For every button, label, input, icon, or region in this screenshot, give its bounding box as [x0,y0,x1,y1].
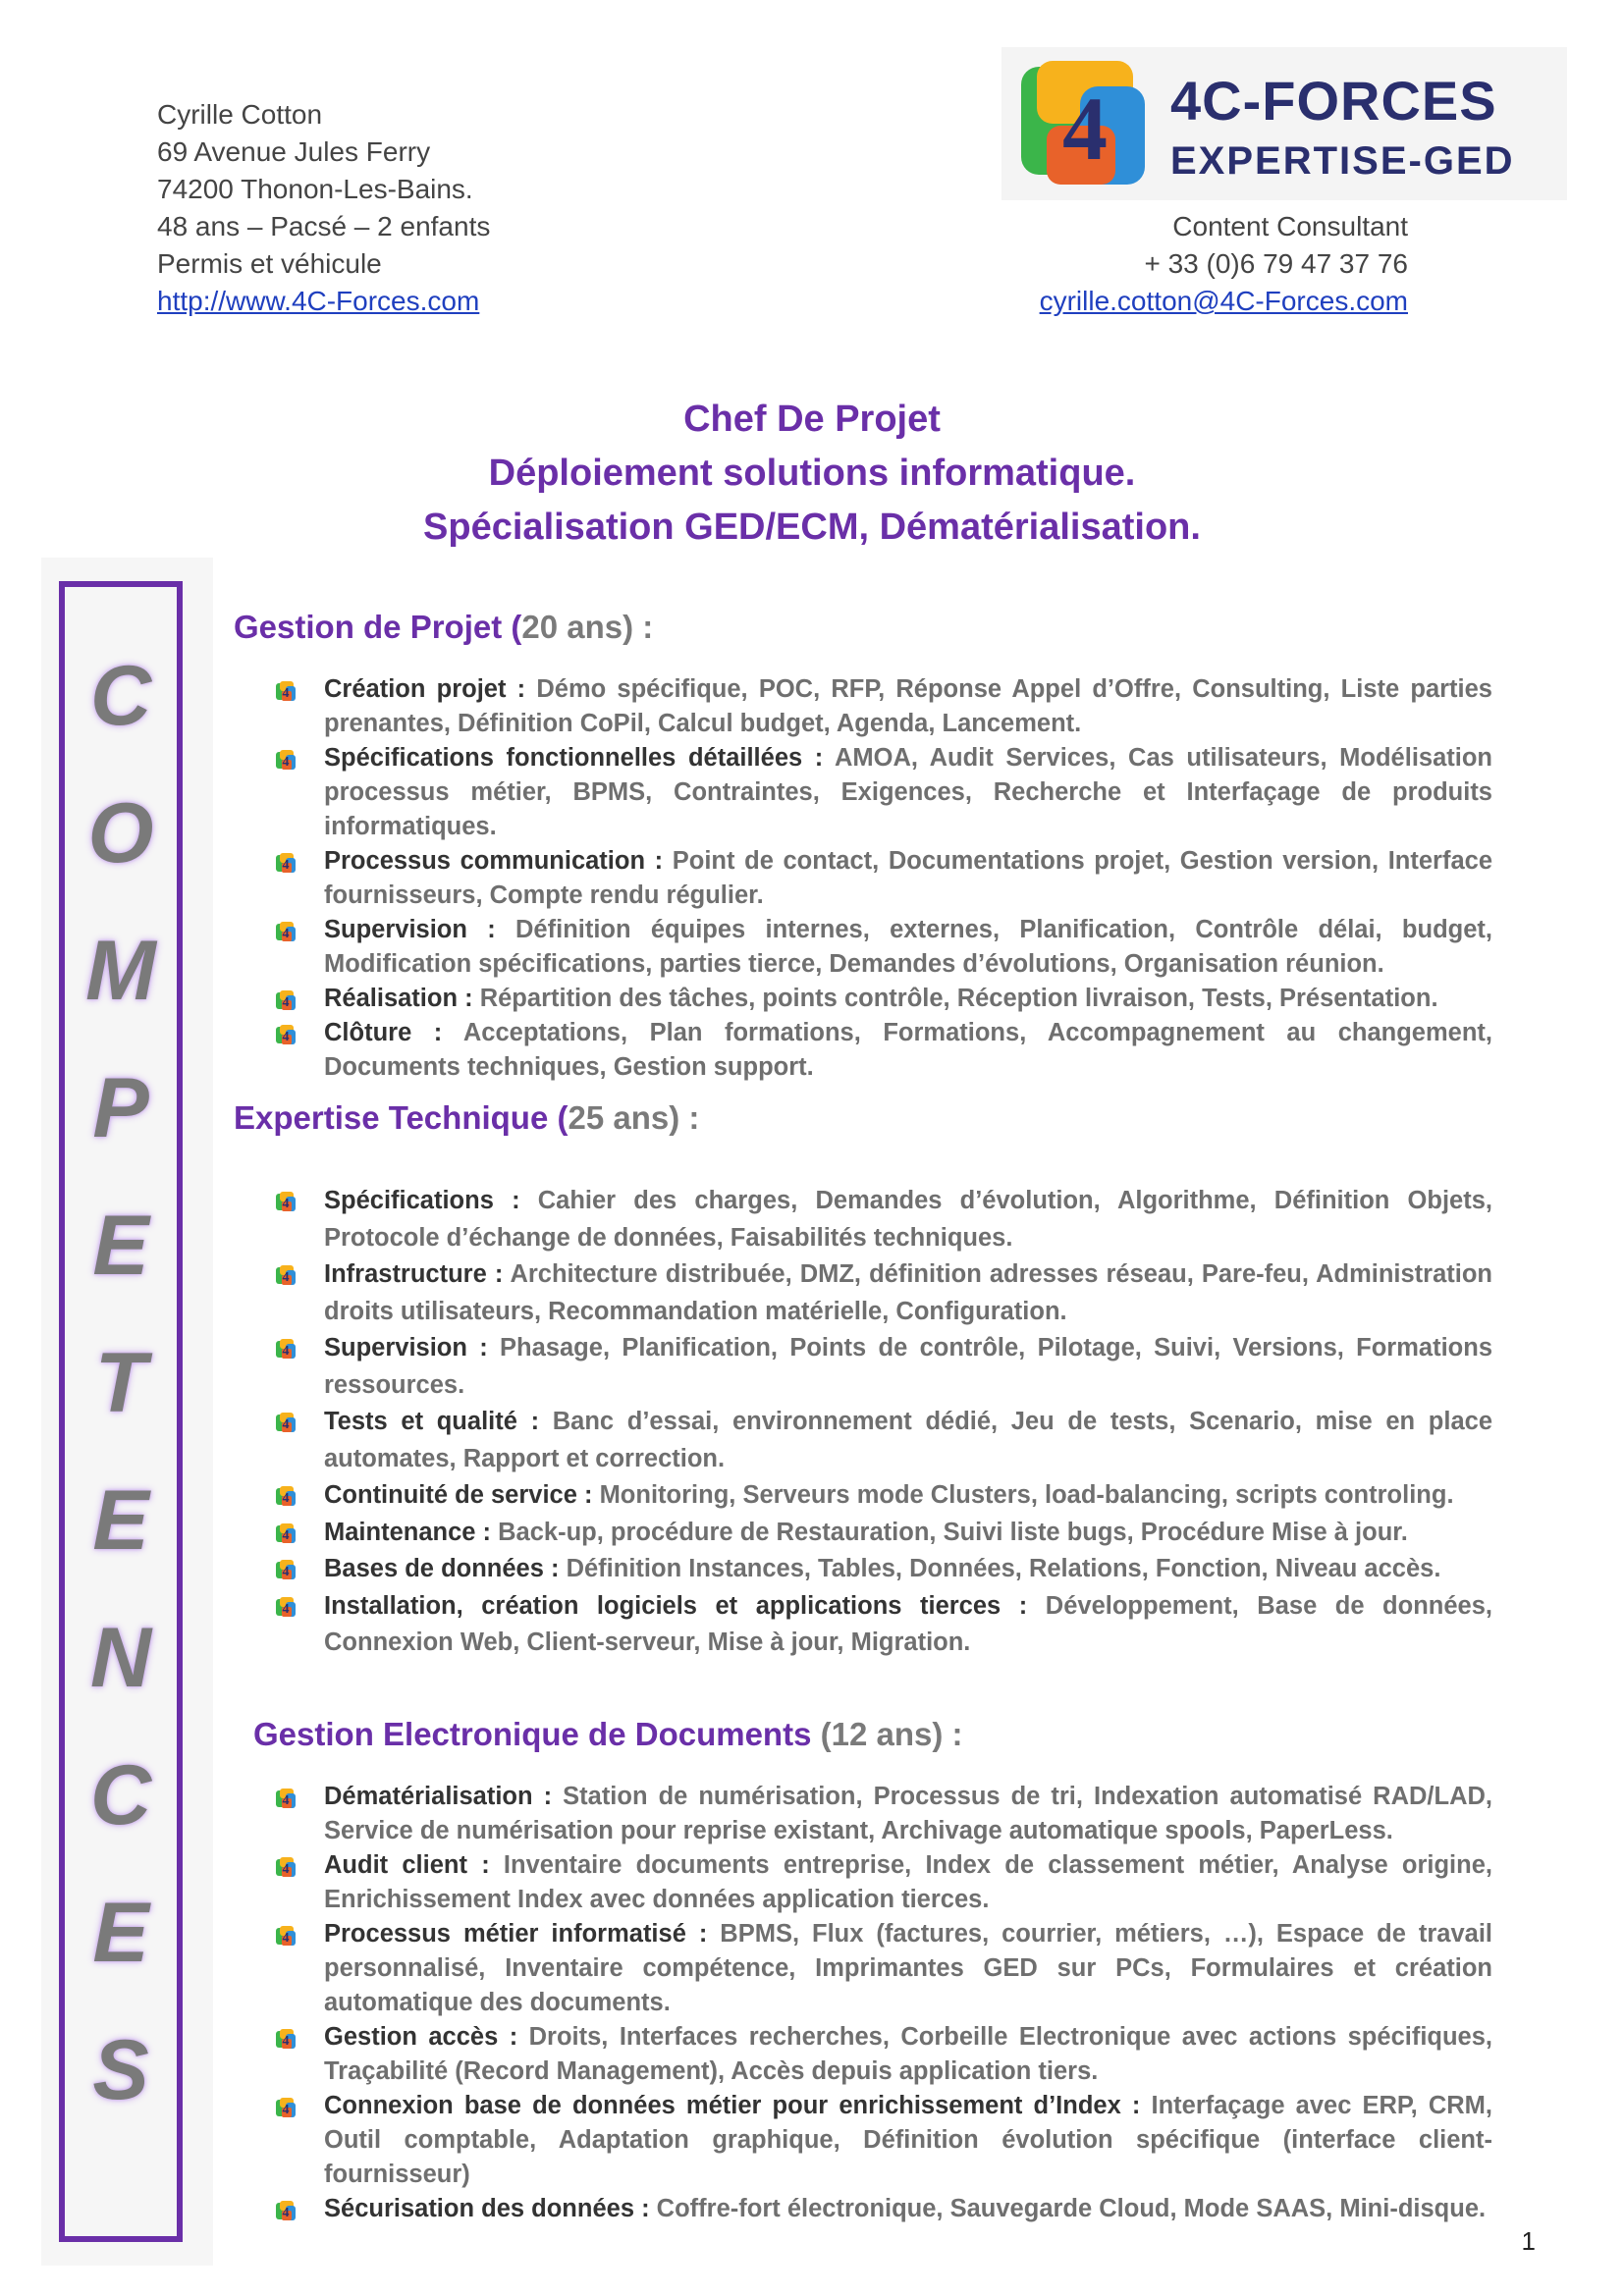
list-item [275,1016,1492,1085]
logo-mark-icon [1017,57,1153,190]
section-title-project-management [234,609,653,646]
contact-address-line2: 74200 Thonon-Les-Bains. [157,174,473,204]
svg-text:4: 4 [282,755,290,770]
item-label: Supervision : [324,1334,488,1362]
item-label: Spécifications fonctionnelles détaillées : [324,744,824,772]
role-block [1040,208,1408,320]
section-list-document-management [275,1780,1492,2226]
svg-text:4: 4 [282,1417,290,1432]
list-item [275,1588,1492,1662]
list-item [275,1404,1492,1477]
item-label: Supervision : [324,916,496,943]
logo-subtitle: EXPERTISE-GED [1170,139,1515,183]
item-text: Droits, Interfaces recherches, Corbeille Electronique avec actions spécifiques, Traçabilité (Record Management), Accès depuis application tiers. [324,2023,1493,2085]
svg-text:4: 4 [282,927,290,941]
logo-bullet-icon [275,989,297,1011]
list-item [275,982,1492,1016]
item-text: BPMS, Flux (factures, courrier, métiers, …), Espace de travail personnalisé, Inventaire compétence, Imprimantes GED sur PCs, Formulaires et création automatique des documents. [324,1920,1492,2016]
section-title-technical-expertise [234,1099,699,1137]
item-text: AMOA, Audit Services, Cas utilisateurs, Modélisation processus métier, BPMS, Contraintes, Exigences, Recherche et Interfaçage de produits informatiques. [324,744,1492,840]
item-label: Création projet : [324,675,526,703]
svg-text:4: 4 [282,1491,290,1506]
item-text: Monitoring, Serveurs mode Clusters, load-balancing, scripts controling. [592,1481,1454,1509]
item-label: Installation, création logiciels et applications tierces : [324,1591,1028,1620]
logo-bullet-icon [275,2200,297,2221]
logo-bullet-icon [275,1596,297,1618]
sidebar-letter: E [92,1199,149,1293]
item-label: Audit client : [324,1851,490,1879]
svg-text:4: 4 [282,2206,290,2220]
sidebar-letter: C [89,1748,152,1842]
svg-text:4: 4 [282,1862,290,1877]
item-text: Phasage, Planification, Points de contrôle, Pilotage, Suivi, Versions, Formations ressources. [324,1334,1492,1399]
logo-bullet-icon [275,921,297,942]
list-item [275,1477,1492,1515]
svg-text:4: 4 [282,1601,290,1617]
page-subtitle-1: Déploiement solutions informatique. [488,453,1136,494]
item-label: Connexion base de données métier pour enrichissement d’Index : [324,2092,1141,2119]
svg-text:4: 4 [282,1793,290,1808]
item-label: Gestion accès : [324,2023,518,2051]
svg-text:4: 4 [282,2034,290,2049]
item-text: Inventaire documents entreprise, Index de classement métier, Analyse origine, Enrichissement Index avec données application tierces. [324,1851,1492,1913]
phone-number: + 33 (0)6 79 47 37 76 [1144,248,1408,279]
sidebar-letter: O [87,786,154,881]
item-text: Architecture distribuée, DMZ, définition adresses réseau, Pare-feu, Administration droits utilisateurs, Recommandation matérielle, Configuration. [324,1260,1492,1325]
logo-bullet-icon [275,1788,297,1809]
sidebar-letter: P [92,1061,149,1155]
section-list-project-management [275,672,1492,1085]
contact-personal: 48 ans – Pacsé – 2 enfants [157,211,491,241]
sidebar-letter: C [89,649,152,743]
item-label: Sécurisation des données : [324,2195,650,2222]
sidebar-letter: N [89,1611,152,1705]
page-title: Chef De Projet [683,399,941,440]
list-item [275,1183,1492,1256]
logo-title: 4C-FORCES [1170,70,1497,132]
logo-bullet-icon [275,852,297,874]
item-text: Station de numérisation, Processus de tri, Indexation automatisé RAD/LAD, Service de numérisation pour reprise existant, Archivage automatique spools, PaperLess. [324,1783,1493,1844]
svg-text:4: 4 [282,1197,290,1211]
svg-text:4: 4 [282,995,290,1010]
list-item [275,2020,1492,2089]
list-item [275,1515,1492,1552]
logo-bullet-icon [275,1485,297,1507]
logo-bullet-icon [275,1191,297,1212]
logo-bullet-icon [275,1925,297,1947]
item-label: Continuité de service : [324,1481,593,1509]
svg-text:4: 4 [282,1030,290,1044]
logo-bullet-icon [275,1338,297,1360]
list-item [275,2089,1492,2192]
logo-mark-digit: 4 [1062,79,1108,179]
svg-text:4: 4 [282,686,290,701]
page-number: 1 [1521,2226,1536,2256]
contact-block [157,96,490,320]
list-item [275,844,1492,913]
item-label: Réalisation : [324,985,473,1012]
logo-bullet-icon [275,1024,297,1045]
svg-text:4: 4 [282,1931,290,1946]
list-item [275,1780,1492,1848]
list-item [275,1551,1492,1588]
item-label: Processus métier informatisé : [324,1920,708,1948]
item-label: Dématérialisation : [324,1783,553,1810]
item-text: Acceptations, Plan formations, Formations, Accompagnement au changement, Documents techniques, Gestion support. [324,1019,1493,1081]
section-title-text: Gestion Electronique de Documents [253,1716,812,1752]
item-label: Processus communication : [324,847,664,875]
item-label: Infrastructure : [324,1260,504,1288]
svg-text:4: 4 [282,1565,290,1579]
section-title-document-management [253,1716,962,1753]
logo-bullet-icon [275,1522,297,1544]
contact-licence: Permis et véhicule [157,248,382,279]
list-item [275,672,1492,741]
logo-bullet-icon [275,749,297,771]
svg-text:4: 4 [282,1344,290,1359]
role-title: Content Consultant [1172,211,1408,241]
item-text: Répartition des tâches, points contrôle, Réception livraison, Tests, Présentation. [472,985,1438,1012]
section-years: 25 ans) : [568,1099,700,1136]
list-item [275,1848,1492,1917]
item-text: Coffre-fort électronique, Sauvegarde Cloud, Mode SAAS, Mini-disque. [649,2195,1487,2222]
list-item [275,741,1492,844]
logo-bullet-icon [275,1412,297,1433]
section-years: 20 ans) : [521,609,654,645]
logo-bullet-icon [275,1559,297,1580]
item-text: Point de contact, Documentations projet, Gestion version, Interface fournisseurs, Compte rendu régulier. [324,847,1492,909]
logo-bullet-icon [275,680,297,702]
sidebar-letter: S [92,2023,149,2117]
section-list-technical-expertise [275,1183,1492,1662]
list-item [275,1256,1492,1330]
item-text: Back-up, procédure de Restauration, Suivi liste bugs, Procédure Mise à jour. [491,1518,1408,1546]
company-logo [1001,47,1567,200]
list-item [275,913,1492,982]
page-title-block [0,393,1624,555]
page-subtitle-2: Spécialisation GED/ECM, Dématérialisation. [423,507,1201,548]
item-label: Tests et qualité : [324,1408,540,1435]
svg-text:4: 4 [282,1270,290,1285]
logo-bullet-icon [275,1856,297,1878]
svg-text:4: 4 [282,2103,290,2117]
item-label: Maintenance : [324,1518,492,1546]
contact-address-line1: 69 Avenue Jules Ferry [157,136,431,167]
item-text: Banc d’essai, environnement dédié, Jeu de tests, Scenario, mise en place automates, Rapport et correction. [324,1408,1493,1472]
sidebar-letter: M [85,924,156,1018]
logo-bullet-icon [275,2028,297,2050]
item-text: Définition équipes internes, externes, Planification, Contrôle délai, budget, Modification spécifications, parties tierce, Demandes d’évolutions, Organisation réunion. [324,916,1492,978]
logo-bullet-icon [275,1264,297,1286]
svg-text:4: 4 [282,1527,290,1543]
item-text: Cahier des charges, Demandes d’évolution, Algorithme, Définition Objets, Protocole d’échange de données, Faisabilités techniques. [324,1187,1492,1252]
sidebar-letter: T [94,1336,147,1430]
list-item [275,1917,1492,2020]
section-years: (12 ans) : [811,1716,963,1752]
section-title-text: Gestion de Projet ( [234,609,522,645]
list-item [275,2192,1492,2226]
section-title-text: Expertise Technique ( [234,1099,568,1136]
item-text: Interfaçage avec ERP, CRM, Outil comptable, Adaptation graphique, Définition évolution spécifique (interface client-fournisseur) [324,2092,1492,2188]
contact-name: Cyrille Cotton [157,99,323,130]
email-link[interactable]: cyrille.cotton@4C-Forces.com [1039,286,1408,316]
svg-text:4: 4 [282,858,290,873]
item-text: Définition Instances, Tables, Données, Relations, Fonction, Niveau accès. [559,1555,1441,1582]
website-link[interactable]: http://www.4C-Forces.com [157,286,480,316]
item-text: Développement, Base de données, Connexion Web, Client-serveur, Mise à jour, Migration. [324,1591,1492,1656]
sidebar-letter: E [92,1886,149,1980]
logo-bullet-icon [275,2097,297,2118]
sidebar-letter: E [92,1473,149,1568]
list-item [275,1330,1492,1404]
item-label: Clôture : [324,1019,443,1046]
item-text: Démo spécifique, POC, RFP, Réponse Appel d’Offre, Consulting, Liste parties prenantes, Définition CoPil, Calcul budget, Agenda, Lancement. [324,675,1492,737]
item-label: Bases de données : [324,1555,560,1582]
item-label: Spécifications : [324,1187,520,1214]
